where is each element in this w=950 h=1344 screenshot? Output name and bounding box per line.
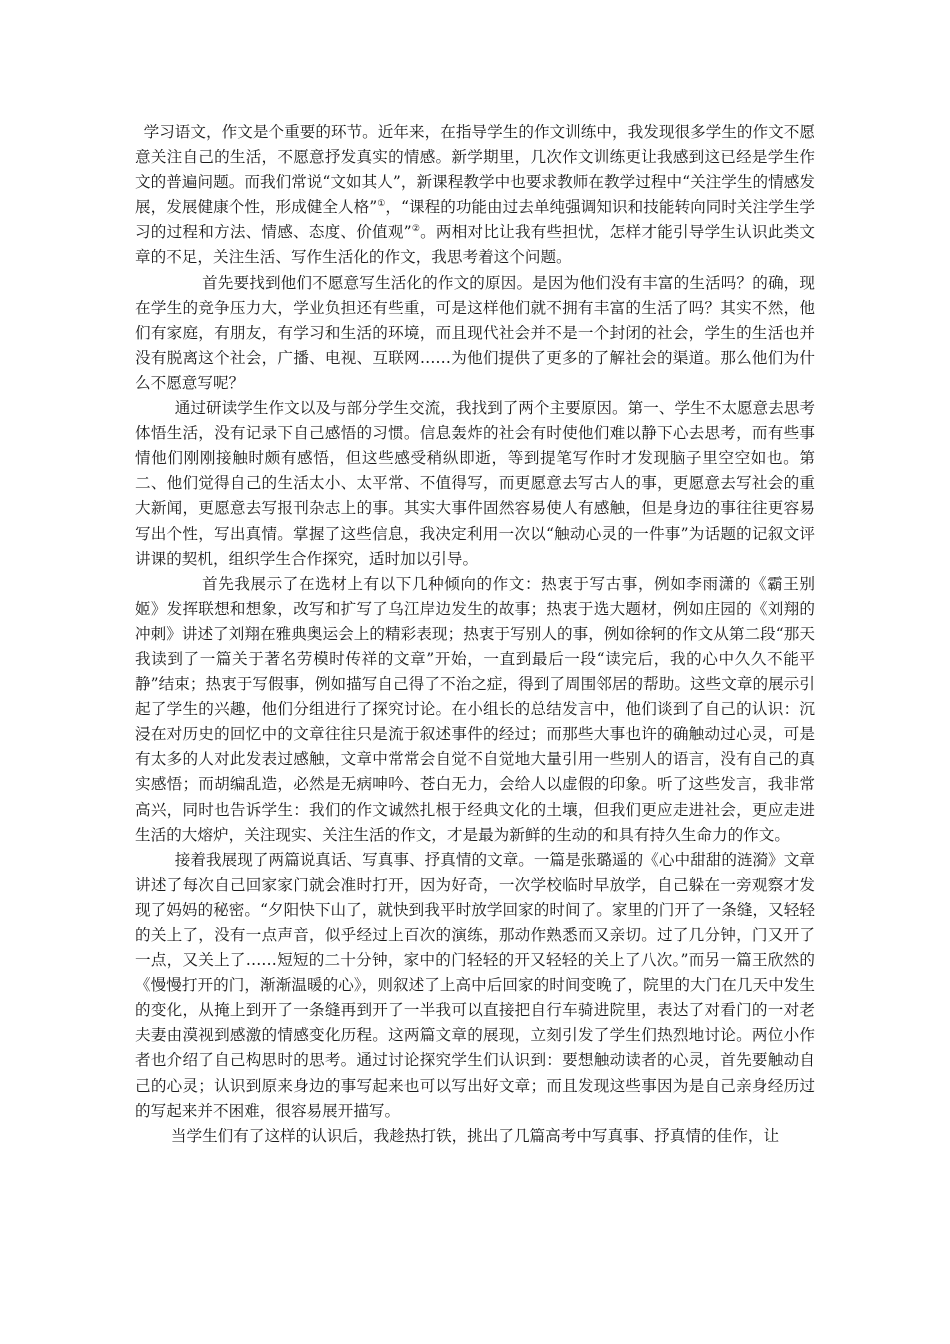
- document-body: [135, 120, 815, 1149]
- paragraph-1-text-c: 。两相对比让我有些担忧，怎样才能引导学生认识此类文章的不足，关注生活、写作生活化的作文，我思考着这个问题。: [135, 223, 815, 267]
- paragraph-6: 当学生们有了这样的认识后，我趁热打铁，挑出了几篇高考中写真事、抒真情的佳作，让: [170, 1126, 780, 1145]
- paragraph-1-text-a: 学习语文，作文是个重要的环节。近年来，在指导学生的作文训练中，我发现很多学生的作文不愿意关注自己的生活，不愿意抒发真实的情感。新学期里，几次作文训练更让我感到这已经是学生作文的普遍问题。而我们常说“文如其人”，新课程教学中也要求教师在教学过程中“关注学生的情感发展，发展健康个性，形成健全人格”: [135, 123, 815, 217]
- paragraph-2: 首先要找到他们不愿意写生活化的作文的原因。是因为他们没有丰富的生活吗？的确，现在学生的竞争压力大，学业负担还有些重，可是这样他们就不拥有丰富的生活了吗？其实不然，他们有家庭，有朋友，有学习和生活的环境，而且现代社会并不是一个封闭的社会，学生的生活也并没有脱离这个社会，广播、电视、互联网……为他们提供了更多的了解社会的渠道。那么他们为什么不愿意写呢？: [135, 273, 815, 392]
- paragraph-3: 通过研读学生作文以及与部分学生交流，我找到了两个主要原因。第一、学生不太愿意去思考体悟生活，没有记录下自己感悟的习惯。信息轰炸的社会有时使他们难以静下心去思考，而有些事情他们刚刚接触时颇有感悟，但这些感受稍纵即逝，等到提笔写作时才发现脑子里空空如也。第二、他们觉得自己的生活太小、太平常、不值得写，而更愿意去写古人的事，更愿意去写社会的重大新闻，更愿意去写报刊杂志上的事。其实大事件固然容易使人有感触，但是身边的事往往更容易写出个性，写出真情。掌握了这些信息，我决定利用一次以“触动心灵的一件事”为话题的记叙文评讲课的契机，组织学生合作探究，适时加以引导。: [135, 399, 815, 568]
- footnote-ref-2: ②: [411, 224, 421, 235]
- paragraph-1: [135, 120, 815, 271]
- paragraph-1-text-b: ，“课程的功能由过去单纯强调知识和技能转向同时关注学生学习的过程和方法、情感、态度、价值观”: [135, 198, 815, 242]
- footnote-ref-1: ①: [377, 199, 386, 210]
- paragraph-4: 首先我展示了在选材上有以下几种倾向的作文：热衷于写古事，例如李雨潇的《霸王别姬》发挥联想和想象，改写和扩写了乌江岸边发生的故事；热衷于选大题材，例如庄园的《刘翔的冲刺》讲述了刘翔在雅典奥运会上的精彩表现；热衷于写别人的事，例如徐轲的作文从第二段“那天我读到了一篇关于著名劳模时传祥的文章”开始，一直到最后一段“读完后，我的心中久久不能平静”结束；热衷于写假事，例如描写自己得了不治之症，得到了周围邻居的帮助。这些文章的展示引起了学生的兴趣，他们分组进行了探究讨论。在小组长的总结发言中，他们谈到了自己的认识：沉浸在对历史的回忆中的文章往往只是流于叙述事件的经过；而那些大事也许的确触动过心灵，可是有太多的人对此发表过感触，文章中常常会自觉不自觉地大量引用一些别人的语言，没有自己的真实感悟；而胡编乱造，必然是无病呻吟、苍白无力，会给人以虚假的印象。听了这些发言，我非常高兴，同时也告诉学生：我们的作文诚然扎根于经典文化的土壤，但我们更应走进社会，更应走进生活的大熔炉，关注现实、关注生活的作文，才是最为新鲜的生动的和具有持久生命力的作文。: [135, 574, 815, 844]
- paragraph-5: 接着我展现了两篇说真话、写真事、抒真情的文章。一篇是张璐遥的《心中甜甜的涟漪》文章讲述了每次自己回家家门就会准时打开，因为好奇，一次学校临时早放学，自己躲在一旁观察才发现了妈妈的秘密。“夕阳快下山了，就快到我平时放学回家的时间了。家里的门开了一条缝，又轻轻的关上了，没有一点声音，似乎经过上百次的演练，那动作熟悉而又亲切。过了几分钟，门又开了一点，又关上了……短短的二十分钟，家中的门轻轻的开又轻轻的关上了八次。”而另一篇王欣然的《慢慢打开的门，渐渐温暖的心》，则叙述了上高中后回家的时间变晚了，院里的大门在几天中发生的变化，从掩上到开了一条缝再到开了一半我可以直接把自行车骑进院里，表达了对看门的一对老夫妻由漠视到感激的情感变化历程。这两篇文章的展现，立刻引发了学生们热烈地讨论。两位小作者也介绍了自己构思时的思考。通过讨论探究学生们认识到：要想触动读者的心灵，首先要触动自己的心灵；认识到原来身边的事写起来也可以写出好文章；而且发现这些事因为是自己亲身经历过的写起来并不困难，很容易展开描写。: [135, 850, 815, 1120]
